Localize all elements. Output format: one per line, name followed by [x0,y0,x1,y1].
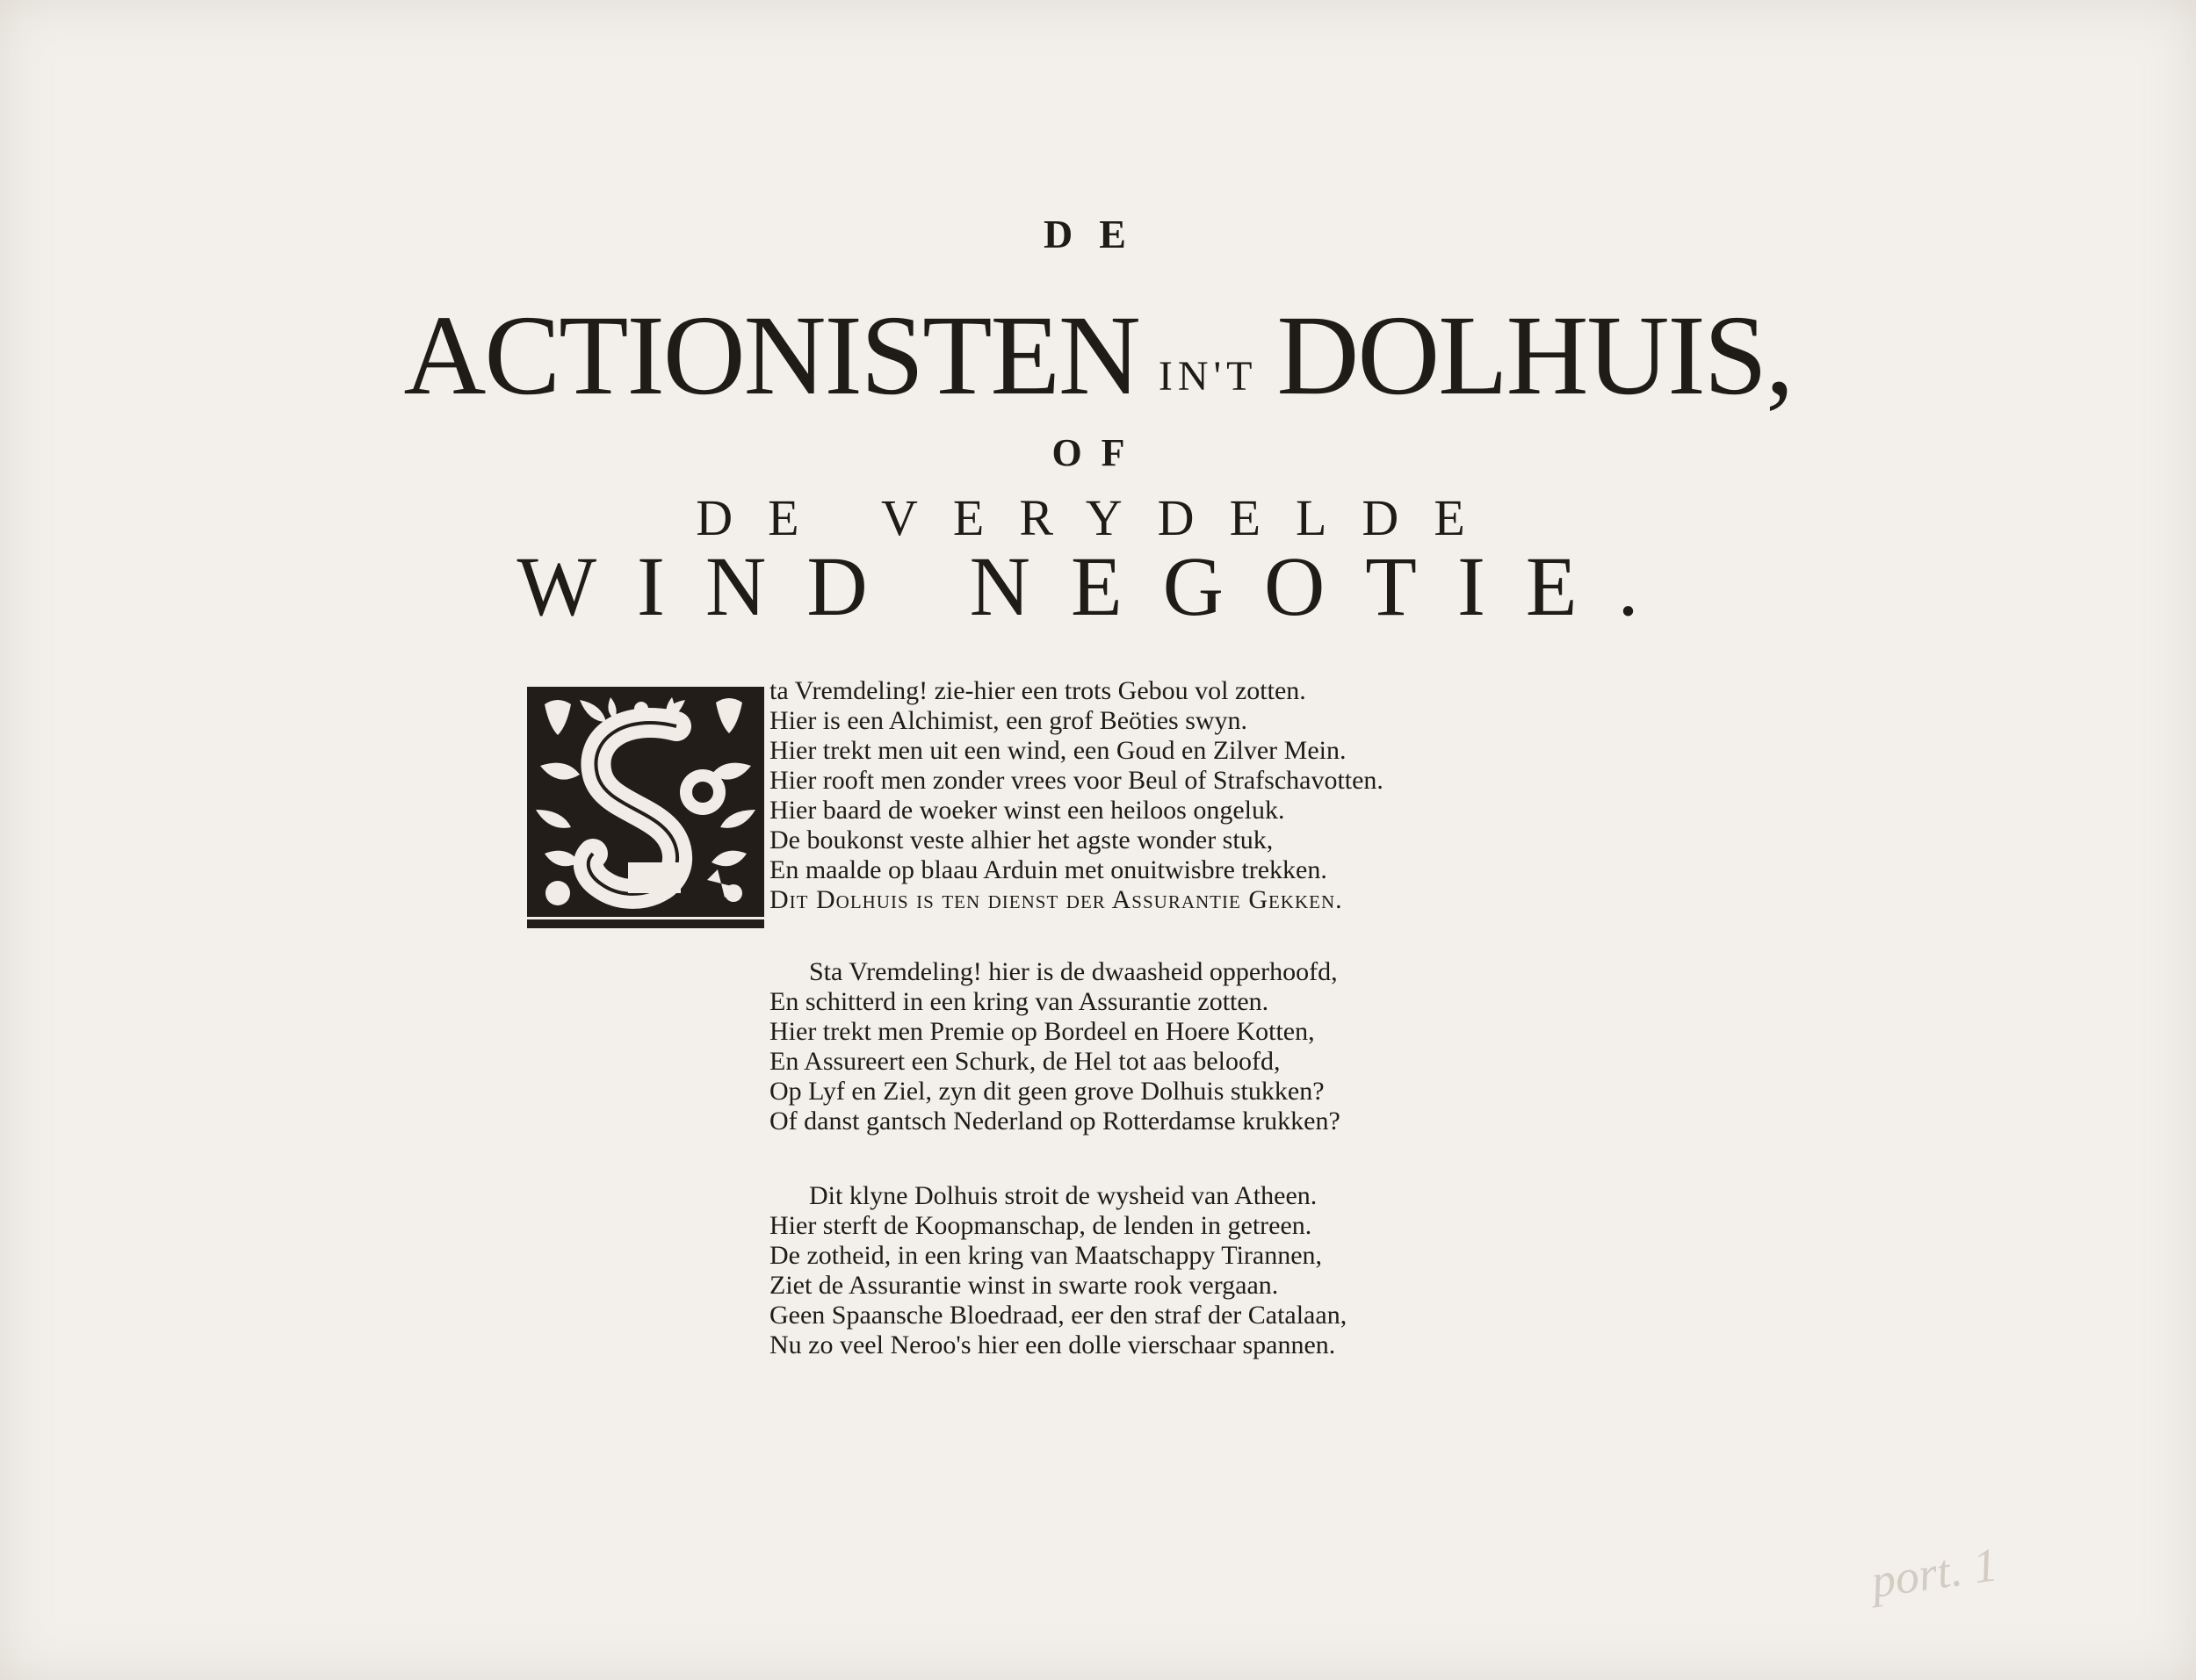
pencil-annotation: port. 1 [1867,1538,2001,1608]
stanza-2-line: En schitterd in een kring van Assurantie zotten. [769,987,1269,1016]
stanza-2-line: En Assureert een Schurk, de Hel tot aas beloofd, [769,1047,1281,1076]
stanza-1-line: Hier trekt men uit een wind, een Goud en Zilver Mein. [769,736,1347,765]
woodcut-initial-s-icon [527,687,764,928]
stanza-1-line: Dit Dolhuis is ten dienst der Assurantie Gekken. [769,885,1343,914]
stanza-2-line: Of danst gantsch Nederland op Rotterdamse krukken? [769,1107,1340,1136]
stanza-3-line: Nu zo veel Neroo's hier een dolle vierschaar spannen. [769,1330,1336,1359]
title-verydelde: DE VERYDELDE [696,489,1500,546]
title-de: DE [1044,212,1152,256]
title-dolhuis: DOLHUIS, [1276,292,1793,419]
stanza-3-line: Hier sterft de Koopmanschap, de lenden in getreen. [769,1211,1312,1240]
stanza-1-line: Hier baard de woeker winst een heiloos ongeluk. [769,796,1285,825]
stanza-2-line: Sta Vremdeling! hier is de dwaasheid opperhoofd, [809,957,1338,986]
title-wind-negotie: WIND NEGOTIE. [516,539,1680,633]
stanza-2-line: Op Lyf en Ziel, zyn dit geen grove Dolhuis stukken? [769,1077,1325,1106]
stanza-1-line: En maalde op blaau Arduin met onuitwisbre trekken. [769,855,1327,884]
stanza-3-line: De zotheid, in een kring van Maatschappy Tirannen, [769,1241,1323,1270]
stanza-3-line: Geen Spaansche Bloedraad, eer den straf der Catalaan, [769,1301,1347,1330]
stanza-3-line: Dit klyne Dolhuis stroit de wysheid van Atheen. [809,1181,1318,1210]
stanza-3 [769,1181,1347,1360]
stanza-1-line: Hier rooft men zonder vrees voor Beul of Strafschavotten. [769,766,1383,795]
title-actionisten: ACTIONISTEN [403,292,1139,419]
title-main [0,292,2196,434]
stanza-1-line: ta Vremdeling! zie-hier een trots Gebou vol zotten. [769,676,1306,705]
stanza-1-line: De boukonst veste alhier het agste wonder stuk, [769,826,1274,854]
stanza-3-line: Ziet de Assurantie winst in swarte rook vergaan. [769,1271,1279,1300]
title-of: OF [1051,431,1145,474]
stanza-2 [769,957,1340,1136]
stanza-2-line: Hier trekt men Premie op Bordeel en Hoere Kotten, [769,1017,1315,1046]
title-int: IN'T [1158,353,1258,400]
stanza-1 [769,676,1383,915]
stanza-1-line: Hier is een Alchimist, een grof Beöties swyn. [769,706,1248,735]
